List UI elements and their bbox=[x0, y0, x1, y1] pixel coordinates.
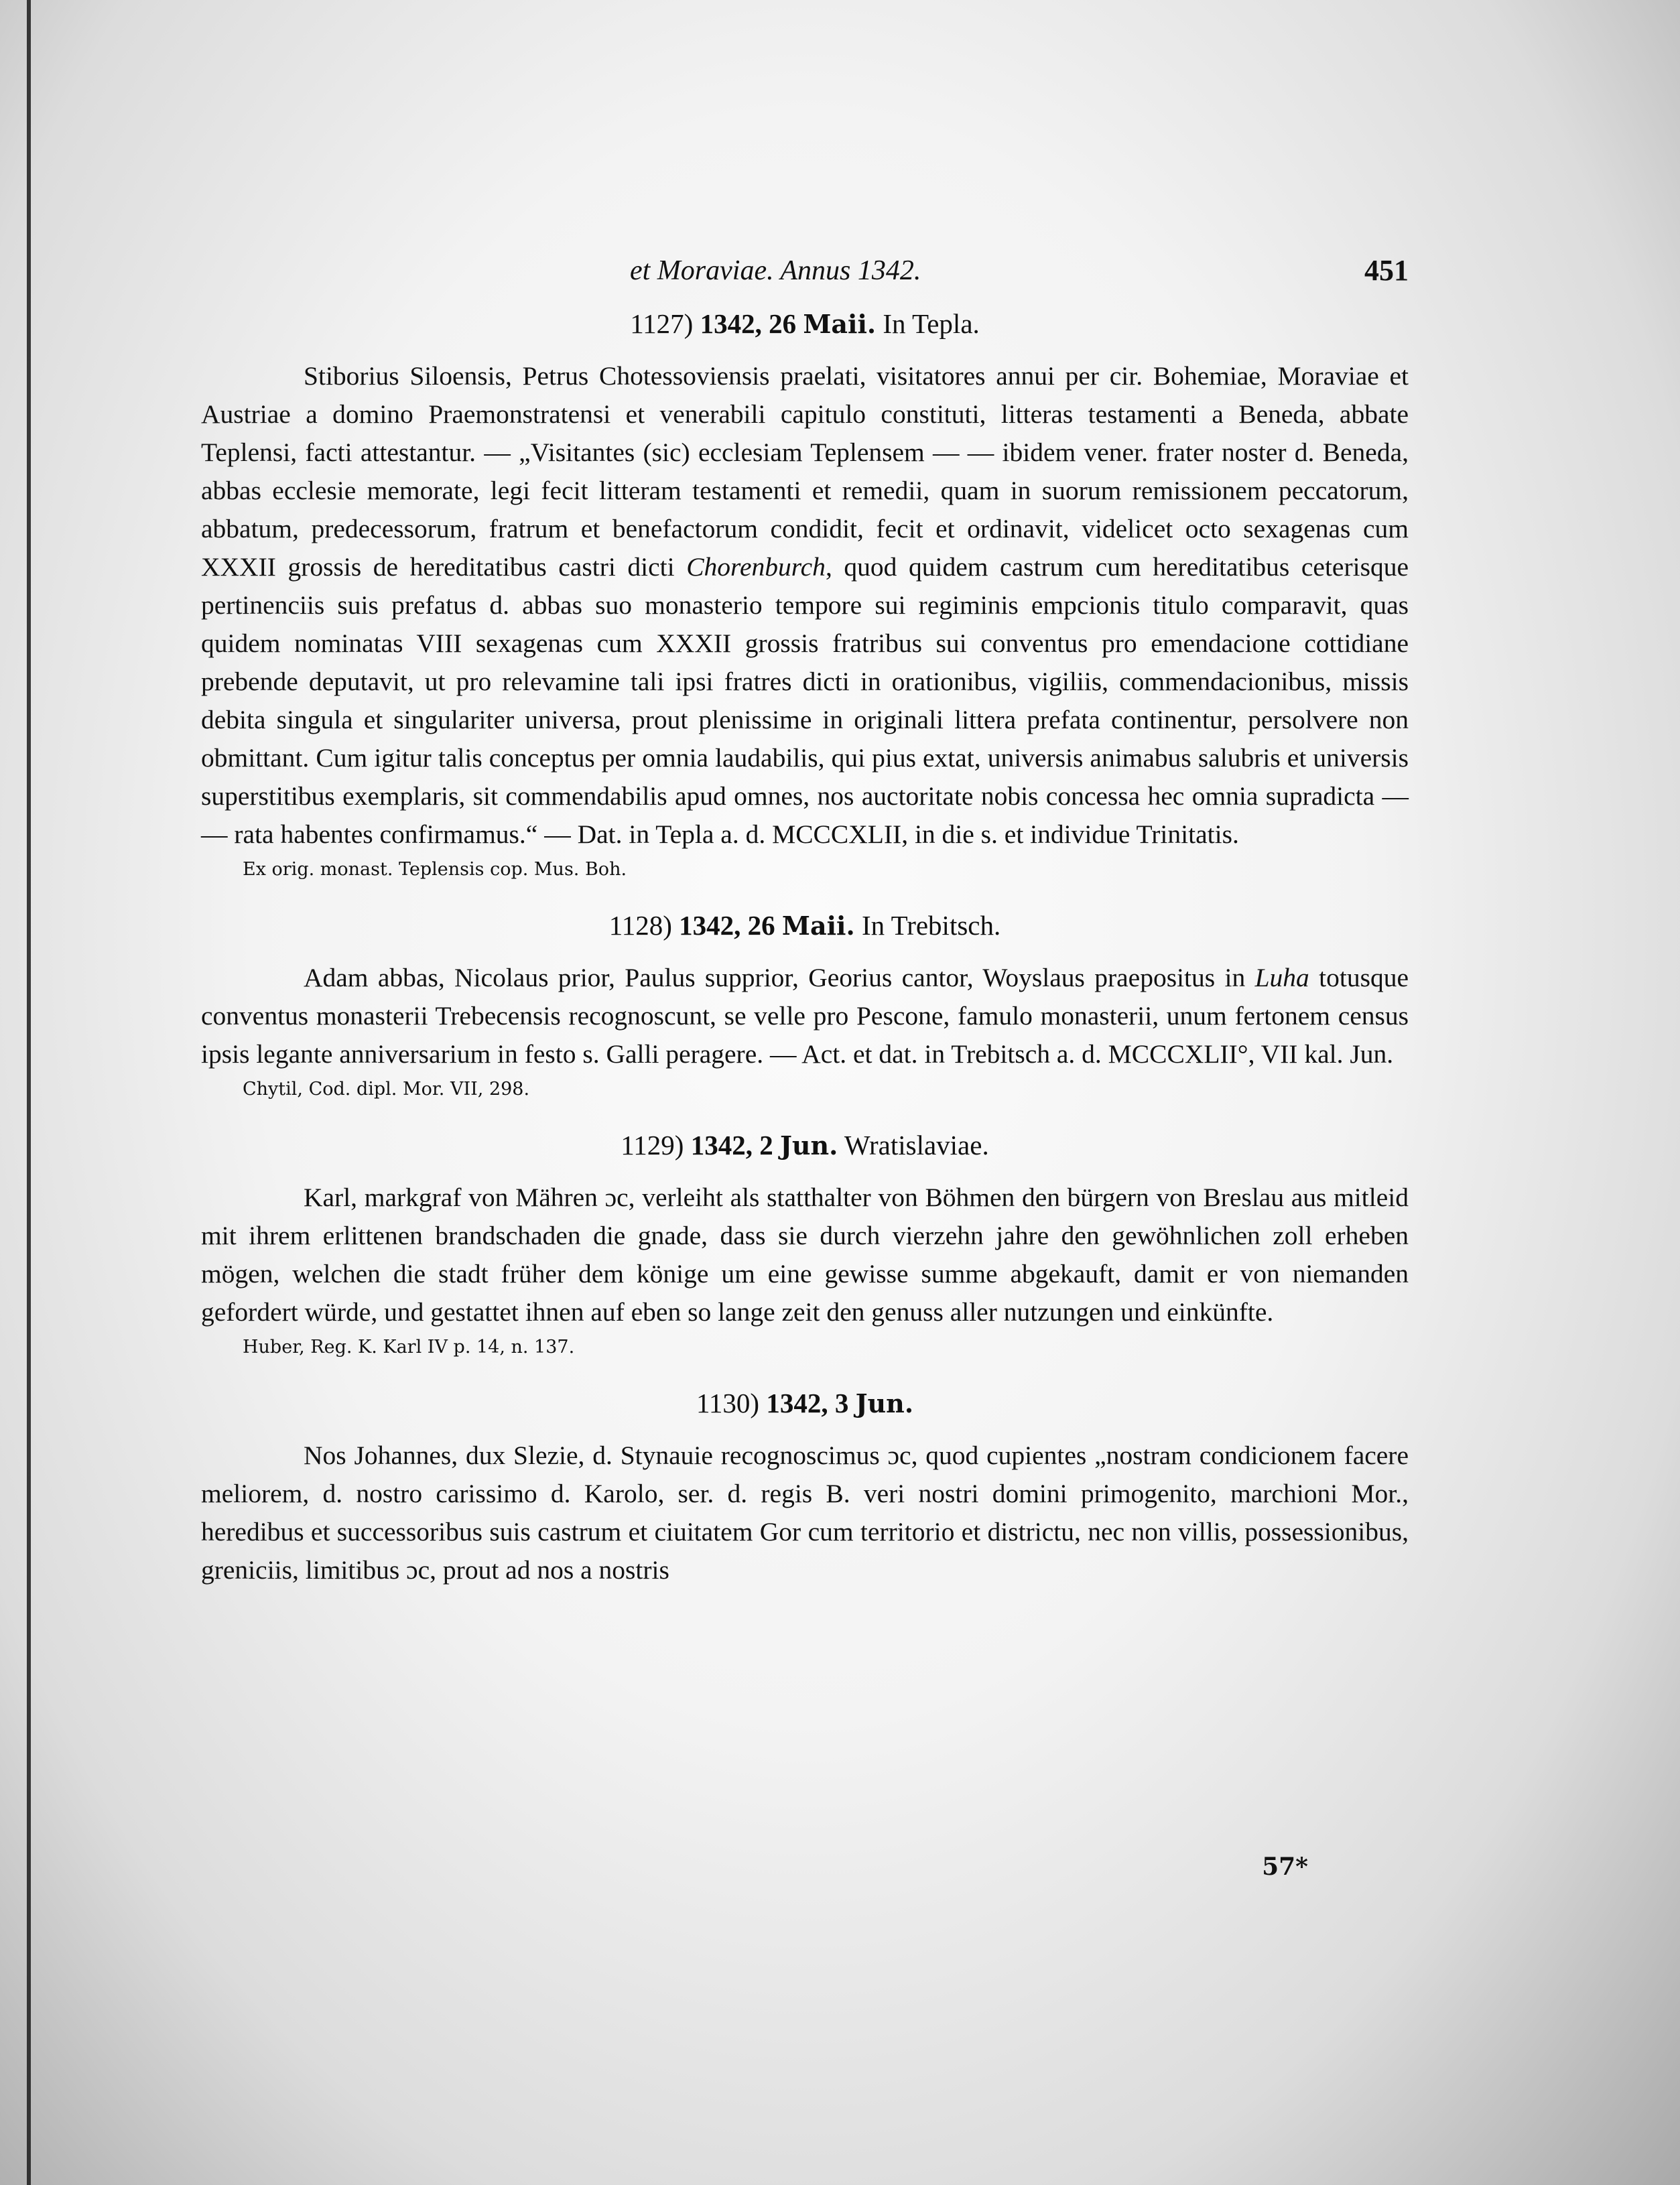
signature-mark: 57* bbox=[1262, 1853, 1308, 1881]
body-text: totusque conventus monasterii Trebecensis recognoscunt, se velle pro Pescone, famulo monasterii, unum fertonem census ipsis legante anniversarium in festo s. Galli peragere. — Act. et dat. in Trebitsch a. d. MCCCXLII°, VII kal. Jun. bbox=[201, 963, 1409, 1069]
entry-month: Maii. bbox=[781, 911, 855, 941]
body-italic-placename: Luha bbox=[1254, 963, 1309, 992]
entry-place: In Trebitsch. bbox=[861, 910, 1001, 941]
running-head bbox=[201, 241, 1409, 288]
binding-gutter-line bbox=[27, 0, 31, 2185]
body-italic-placename: Chorenburch bbox=[686, 552, 826, 582]
entry-month: Jun. bbox=[855, 1388, 914, 1418]
entry-heading bbox=[201, 1384, 1409, 1423]
entry-place: Wratislaviae. bbox=[844, 1130, 989, 1161]
entry-source: Ex orig. monast. Teplensis cop. Mus. Boh. bbox=[243, 859, 627, 880]
document-page bbox=[201, 241, 1409, 1916]
entry-number: 1128) bbox=[608, 910, 672, 941]
body-text: Stiborius Siloensis, Petrus Chotessoviensis praelati, visitatores annui per cir. Bohemiae, Moraviae et Austriae a domino Praemonstratensi et venerabili capitulo constituti, litteras testamenti a Beneda, abbate Teplensi, facti attestantur. — „Visitantes (sic) ecclesiam Teplensem — — ibidem vener. frater noster d. Beneda, abbas ecclesie memorate, legi fecit litteram testamenti et remedii, quam in suorum remissionem peccatorum, abbatum, predecessorum, fratrum et benefactorum condidit, fecit et ordinavit, videlicet octo sexagenas cum XXXII grossis de hereditatibus castri dicti bbox=[201, 361, 1409, 582]
entry-1128 bbox=[201, 906, 1409, 1103]
entry-number: 1127) bbox=[630, 308, 694, 339]
entry-number: 1129) bbox=[621, 1130, 684, 1161]
entry-date: 1342, 2 bbox=[690, 1130, 773, 1161]
entry-heading bbox=[201, 1126, 1409, 1165]
entry-date: 1342, 26 bbox=[679, 910, 775, 941]
entry-place: In Tepla. bbox=[883, 308, 980, 339]
entry-body bbox=[201, 357, 1409, 854]
entry-month: Jun. bbox=[779, 1130, 838, 1161]
entry-heading bbox=[201, 304, 1409, 344]
entry-body bbox=[201, 1179, 1409, 1331]
entry-body bbox=[201, 959, 1409, 1073]
body-text: Adam abbas, Nicolaus prior, Paulus supprior, Georius cantor, Woyslaus praepositus in bbox=[304, 963, 1255, 992]
entry-1130 bbox=[201, 1384, 1409, 1589]
entry-source: Huber, Reg. K. Karl IV p. 14, n. 137. bbox=[243, 1337, 575, 1358]
entry-body bbox=[201, 1437, 1409, 1589]
entry-1127 bbox=[201, 304, 1409, 883]
entry-month: Maii. bbox=[803, 309, 877, 339]
entry-date: 1342, 3 bbox=[766, 1388, 849, 1418]
page-number: 451 bbox=[1364, 254, 1409, 287]
body-text: Karl, markgraf von Mähren ɔc, verleiht als statthalter von Böhmen den bürgern von Breslau aus mitleid mit ihrem erlittenen brandschaden die gnade, dass sie durch vierzehn jahre den gewöhnlichen zoll erheben mögen, welchen die stadt früher dem könige um eine gewisse summe abgekauft, damit er von niemanden gefordert würde, und gestattet ihnen auf eben so lange zeit den genuss aller nutzungen und einkünfte. bbox=[201, 1183, 1409, 1327]
entry-source: Chytil, Cod. dipl. Mor. VII, 298. bbox=[243, 1079, 530, 1100]
body-text: Nos Johannes, dux Slezie, d. Stynauie recognoscimus ɔc, quod cupientes „nostram condicionem facere meliorem, d. nostro carissimo d. Karolo, ser. d. regis B. veri nostri domini primogenito, marchioni Mor., heredibus et successoribus suis castrum et ciuitatem Gor cum territorio et districtu, nec non villis, possessionibus, greniciis, limitibus ɔc, prout ad nos a nostris bbox=[201, 1441, 1409, 1585]
running-head-title: et Moraviae. Annus 1342. bbox=[630, 255, 921, 286]
entry-heading bbox=[201, 906, 1409, 945]
body-text: , quod quidem castrum cum hereditatibus ceterisque pertinenciis suis prefatus d. abbas suo monasterio tempore sui regiminis empcionis titulo comparavit, quas quidem nominatas VIII sexagenas cum XXXII grossis fratribus sui conventus pro emendacione cottidiane prebende deputavit, ut pro relevamine tali ipsi fratres dicti in orationibus, vigiliis, commendacionibus, missis debita singula et singulariter universa, prout plenissime in originali littera prefata continentur, persolvere non obmittant. Cum igitur talis conceptus per omnia laudabilis, qui pius extat, universis animabus salubris et universis superstitibus exemplaris, sit commendabilis apud omnes, nos auctoritate nobis concessa hec omnia supradicta — — rata habentes confirmamus.“ — Dat. in Tepla a. d. MCCCXLII, in die s. et individue Trinitatis. bbox=[201, 552, 1409, 849]
entry-date: 1342, 26 bbox=[700, 308, 797, 339]
entry-number: 1130) bbox=[696, 1388, 760, 1418]
entry-1129 bbox=[201, 1126, 1409, 1361]
